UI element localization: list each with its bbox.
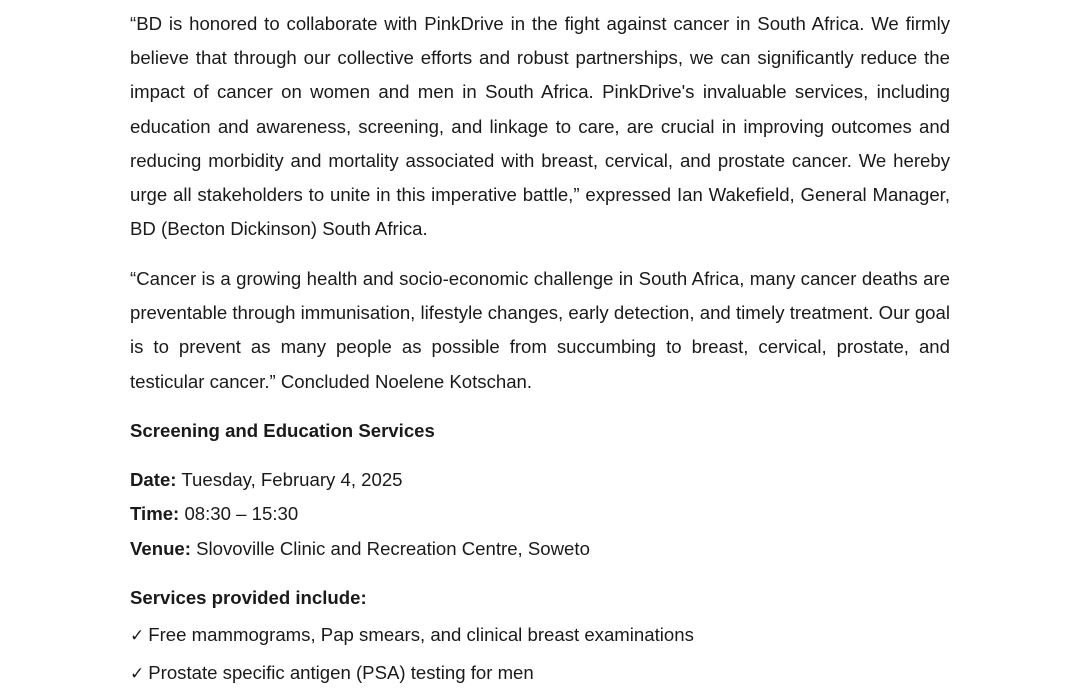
event-venue — [130, 532, 590, 566]
services-heading: Services provided include: — [130, 587, 367, 608]
event-time-label: Time: — [130, 503, 180, 524]
event-date-label: Date: — [130, 469, 177, 490]
event-venue-value: Slovoville Clinic and Recreation Centre, Soweto — [196, 538, 590, 559]
event-date — [130, 463, 403, 497]
event-date-value: Tuesday, February 4, 2025 — [181, 469, 403, 490]
quote-paragraph-pinkdrive: “Cancer is a growing health and socio-economic challenge in South Africa, many cancer deaths are preventable through immunisation, lifestyle changes, early detection, and timely treatment. Our goal is to prevent as many people as possible from succumbing to breast, cervical, prostate, and testicular cancer.” Concluded Noelene Kotschan. — [130, 268, 950, 392]
section-heading: Screening and Education Services — [130, 420, 435, 441]
service-text: Free mammograms, Pap smears, and clinical breast examinations — [148, 624, 694, 645]
quote-paragraph-bd: “BD is honored to collaborate with PinkDrive in the fight against cancer in South Africa. We firmly believe that through our collective efforts and robust partnerships, we can significantly reduce the impact of cancer on women and men in South Africa. PinkDrive's invaluable services, including education and awareness, screening, and linkage to care, are crucial in improving outcomes and reducing morbidity and mortality associated with breast, cervical, and prostate cancer. We hereby urge all stakeholders to unite in this imperative battle,” expressed Ian Wakefield, General Manager, BD (Becton Dickinson) South Africa. — [130, 13, 950, 240]
event-time-value: 08:30 – 15:30 — [184, 503, 299, 524]
checkmark-icon: ✓ — [130, 664, 145, 684]
service-list-item — [130, 618, 694, 653]
event-venue-label: Venue: — [130, 538, 191, 559]
event-time — [130, 497, 298, 531]
checkmark-icon: ✓ — [130, 626, 145, 646]
service-list-item — [130, 656, 534, 691]
service-text: Prostate specific antigen (PSA) testing for men — [148, 662, 534, 683]
